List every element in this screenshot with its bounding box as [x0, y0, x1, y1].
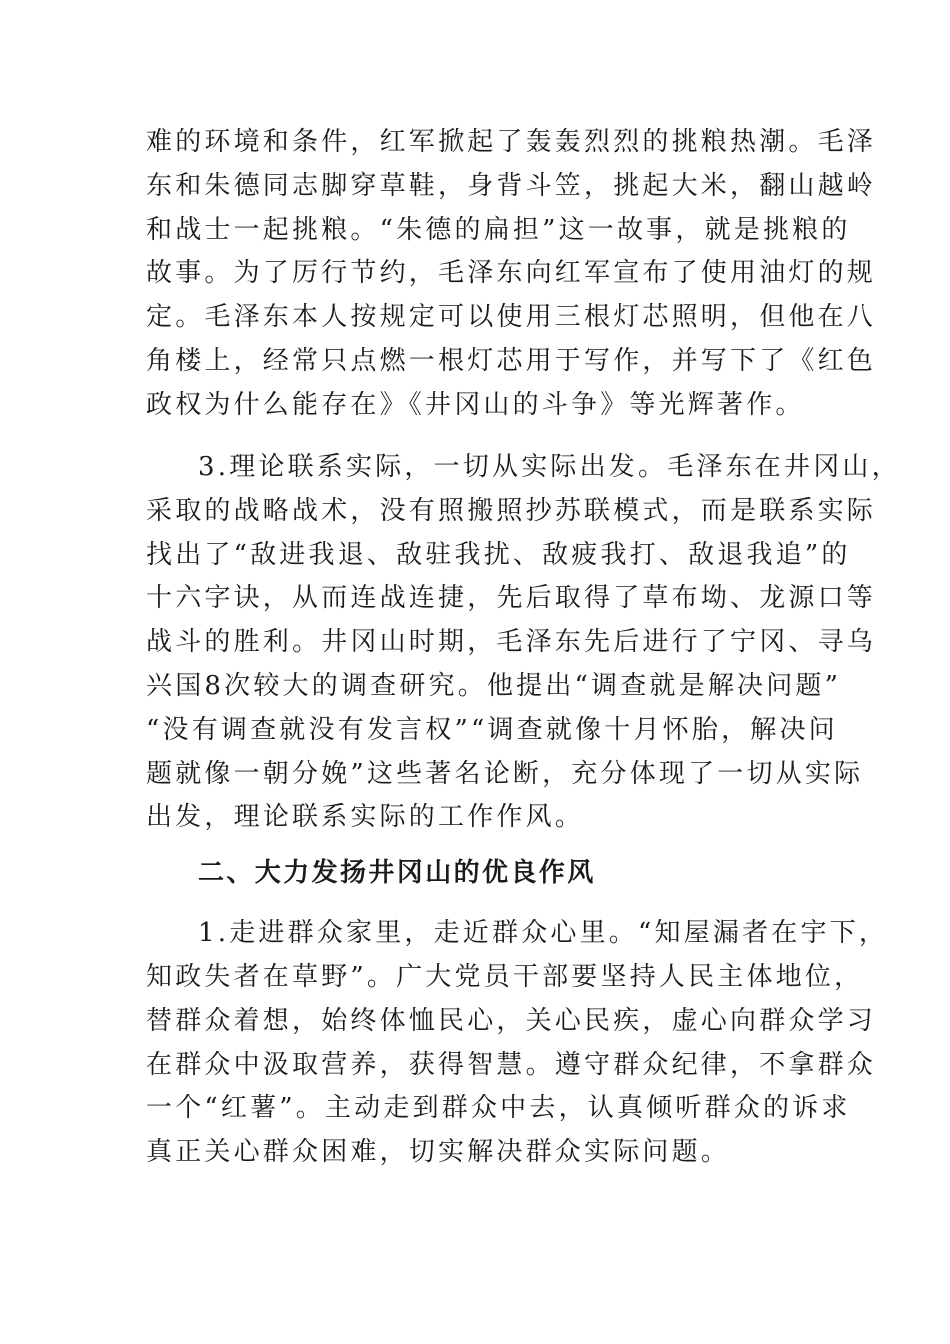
paragraph-line: 出发，理论联系实际的工作作风。	[146, 802, 585, 832]
paragraph-line: 采取的战略战术，没有照搬照抄苏联模式，而是联系实际	[146, 496, 877, 526]
paragraph-line: 知政失者在草野”。广大党员干部要坚持人民主体地位，	[146, 962, 864, 992]
paragraph-line: 角楼上，经常只点燃一根灯芯用于写作，并写下了《红色	[146, 346, 877, 376]
paragraph-line: 替群众着想，始终体恤民心，关心民疾，虚心向群众学习	[146, 1006, 877, 1036]
paragraph-line: 找出了“敌进我退、敌驻我扰、敌疲我打、敌退我追”的	[146, 540, 851, 570]
paragraph-line: 真正关心群众困难，切实解决群众实际问题。	[146, 1137, 731, 1167]
paragraph-line: 和战士一起挑粮。“朱德的扁担”这一故事，就是挑粮的	[146, 215, 851, 245]
paragraph-line: 政权为什么能存在》《井冈山的斗争》等光辉著作。	[146, 390, 805, 420]
paragraph-line: “没有调查就没有发言权”“调查就像十月怀胎，解决问	[146, 715, 838, 745]
paragraph-line: 兴国8次较大的调查研究。他提出“调查就是解决问题”	[146, 671, 842, 701]
paragraph-line: 故事。为了厉行节约，毛泽东向红军宣布了使用油灯的规	[146, 258, 877, 288]
section-heading: 二、大力发扬井冈山的优良作风	[198, 858, 596, 888]
paragraph-line: 十六字诀，从而连战连捷，先后取得了草布坳、龙源口等	[146, 583, 877, 613]
paragraph-line: 东和朱德同志脚穿草鞋，身背斗笠，挑起大米，翻山越岭	[146, 171, 877, 201]
paragraph-line: 一个“红薯”。主动走到群众中去，认真倾听群众的诉求	[146, 1093, 851, 1123]
paragraph-line: 战斗的胜利。井冈山时期，毛泽东先后进行了宁冈、寻乌	[146, 627, 877, 657]
paragraph-line: 1.走进群众家里，走近群众心里。“知屋漏者在宇下，	[198, 918, 889, 948]
paragraph-line: 3.理论联系实际，一切从实际出发。毛泽东在井冈山，	[198, 452, 901, 482]
paragraph-line: 题就像一朝分娩”这些著名论断，充分体现了一切从实际	[146, 759, 864, 789]
paragraph-line: 在群众中汲取营养，获得智慧。遵守群众纪律，不拿群众	[146, 1050, 877, 1080]
paragraph-line: 难的环境和条件，红军掀起了轰轰烈烈的挑粮热潮。毛泽	[146, 127, 877, 157]
paragraph-line: 定。毛泽东本人按规定可以使用三根灯芯照明，但他在八	[146, 302, 877, 332]
